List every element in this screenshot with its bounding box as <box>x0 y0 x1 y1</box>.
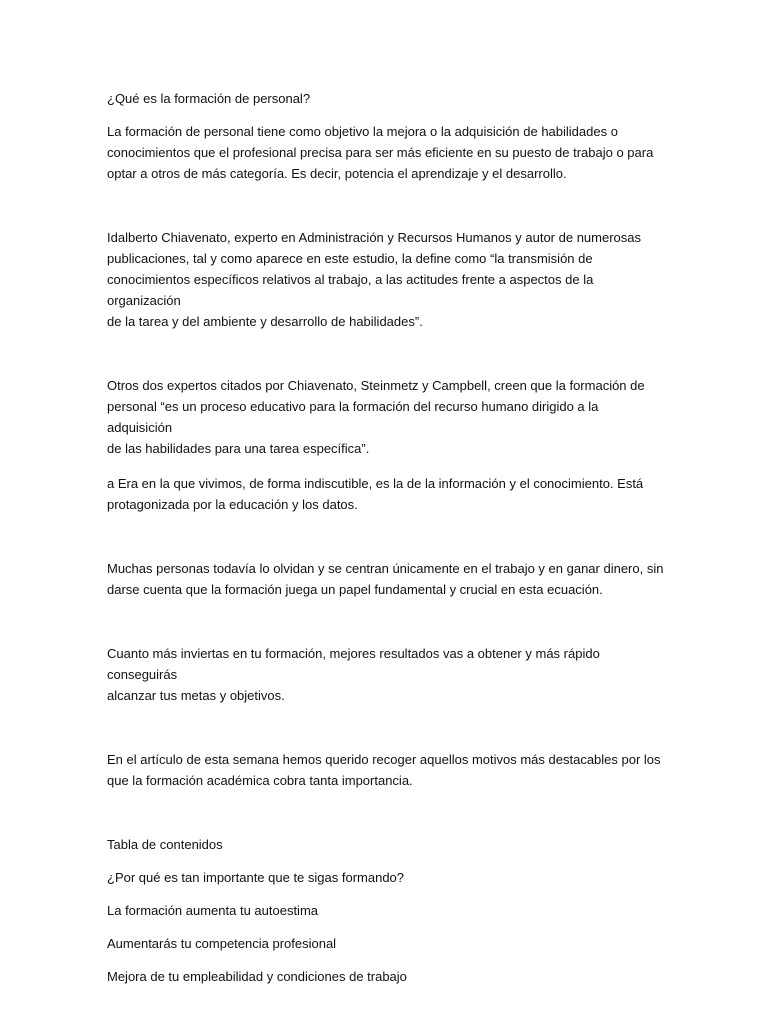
document-page <box>107 88 667 987</box>
paragraph-article-intro: En el artículo de esta semana hemos querido recoger aquellos motivos más destacables por los que la formación académica cobra tanta importancia. <box>107 752 661 788</box>
toc-item: Aumentarás tu competencia profesional <box>107 936 337 951</box>
toc-item: La formación aumenta tu autoestima <box>107 903 319 918</box>
document-question-title: ¿Qué es la formación de personal? <box>107 91 311 106</box>
toc-item: ¿Por qué es tan importante que te sigas formando? <box>107 870 405 885</box>
toc-title: Tabla de contenidos <box>107 837 223 852</box>
paragraph-definition: La formación de personal tiene como objetivo la mejora o la adquisición de habilidades o conocimientos que el profesional precisa para ser más eficiente en su puesto de trabajo o para optar a otros de más categoría. Es decir, potencia el aprendizaje y el desarrollo. <box>107 124 654 181</box>
paragraph-era-information: a Era en la que vivimos, de forma indiscutible, es la de la información y el conocimiento. Está protagonizada por la educación y los datos. <box>107 476 644 512</box>
paragraph-steinmetz-campbell: Otros dos expertos citados por Chiavenato, Steinmetz y Campbell, creen que la formación de personal “es un proceso educativo para la formación del recurso humano dirigido a la adquisición de las habilidades para una tarea específica”. <box>107 378 645 456</box>
paragraph-invest-training: Cuanto más inviertas en tu formación, mejores resultados vas a obtener y más rápido conseguirás alcanzar tus metas y objetivos. <box>107 646 600 703</box>
toc-item: Mejora de tu empleabilidad y condiciones de trabajo <box>107 969 407 984</box>
paragraph-many-people: Muchas personas todavía lo olvidan y se centran únicamente en el trabajo y en ganar dinero, sin darse cuenta que la formación juega un papel fundamental y crucial en esta ecuación. <box>107 561 664 597</box>
paragraph-chiavenato: Idalberto Chiavenato, experto en Administración y Recursos Humanos y autor de numerosas publicaciones, tal y como aparece en este estudio, la define como “la transmisión de conocimientos específicos relativos al trabajo, a las actitudes frente a aspectos de la organización de la tarea y del ambiente y desarrollo de habilidades”. <box>107 230 642 329</box>
